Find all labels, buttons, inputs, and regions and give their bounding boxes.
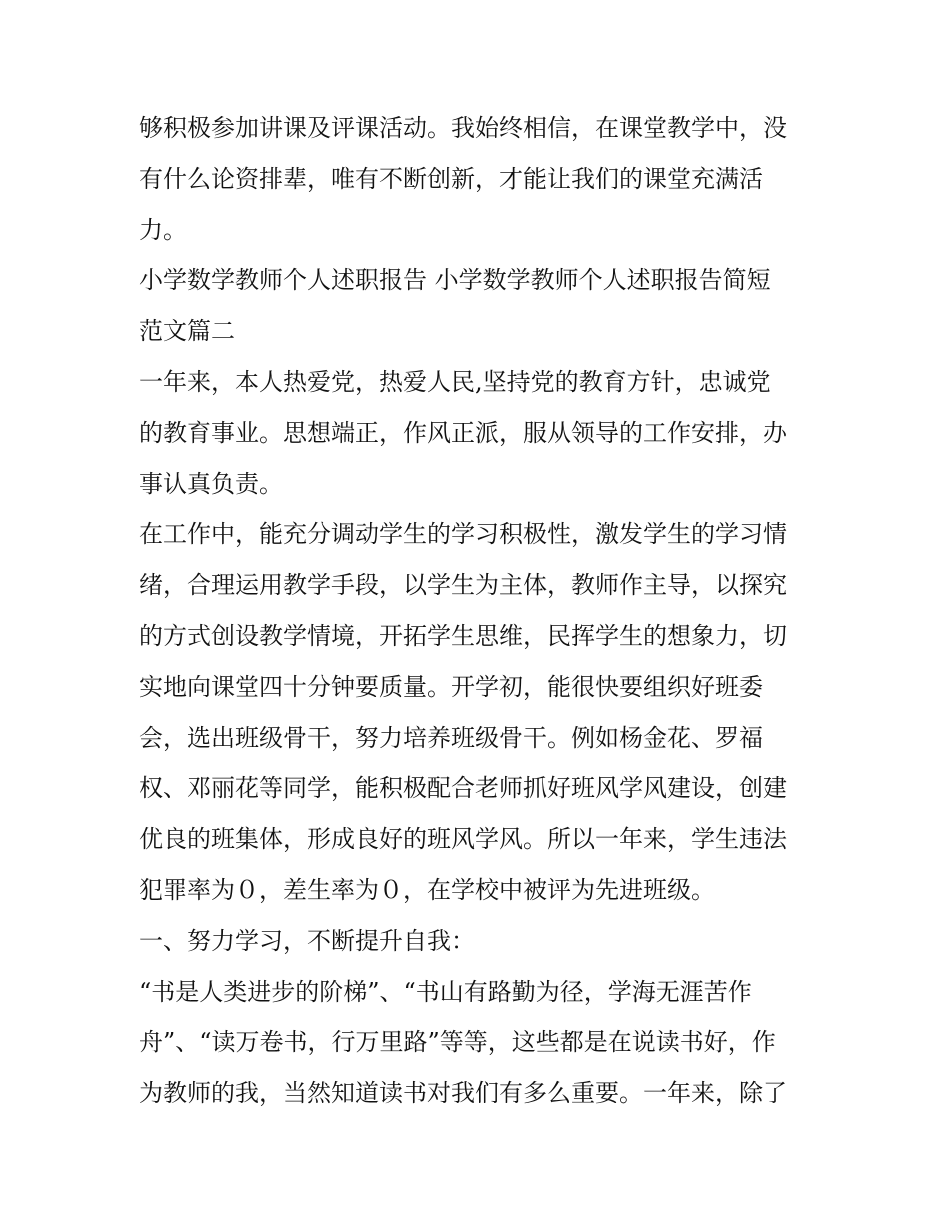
section-heading-line: 范文篇二 xyxy=(139,317,235,346)
text-line: 犯罪率为０，差生率为０，在学校中被评为先进班级。 xyxy=(139,875,715,904)
text-line: 有什么论资排辈，唯有不断创新，才能让我们的课堂充满活 xyxy=(139,164,763,193)
text-line: 为教师的我，当然知道读书对我们有多么重要。一年来，除了 xyxy=(139,1079,787,1108)
text-line: 的方式创设教学情境，开拓学生思维，民挥学生的想象力，切 xyxy=(139,621,787,650)
text-line: 的教育事业。思想端正，作风正派，服从领导的工作安排，办 xyxy=(139,418,787,447)
text-line: 权、邓丽花等同学，能积极配合老师抓好班风学风建设，创建 xyxy=(139,774,787,803)
text-line: 事认真负责。 xyxy=(139,469,283,498)
subsection-heading-line: 一、努力学习，不断提升自我： xyxy=(139,926,475,955)
text-line: 一年来，本人热爱党，热爱人民,坚持党的教育方针，忠诚党 xyxy=(139,367,771,396)
text-line: 优良的班集体，形成良好的班风学风。所以一年来，学生违法 xyxy=(139,825,787,854)
document-body xyxy=(139,103,819,1119)
text-line: 在工作中，能充分调动学生的学习积极性，激发学生的学习情 xyxy=(139,520,787,549)
text-line: 绪，合理运用教学手段，以学生为主体，教师作主导，以探究 xyxy=(139,571,787,600)
section-heading-line: 小学数学教师个人述职报告 小学数学教师个人述职报告简短 xyxy=(139,266,771,295)
text-line: 舟”、“读万卷书，行万里路”等等，这些都是在说读书好，作 xyxy=(139,1028,776,1057)
text-line: 力。 xyxy=(139,215,187,244)
text-line: “书是人类进步的阶梯”、“书山有路勤为径，学海无涯苦作 xyxy=(139,977,752,1006)
text-line: 够积极参加讲课及评课活动。我始终相信，在课堂教学中，没 xyxy=(139,114,787,142)
text-line: 会，选出班级骨干，努力培养班级骨干。例如杨金花、罗福 xyxy=(139,723,763,752)
text-line: 实地向课堂四十分钟要质量。开学初，能很快要组织好班委 xyxy=(139,672,763,701)
